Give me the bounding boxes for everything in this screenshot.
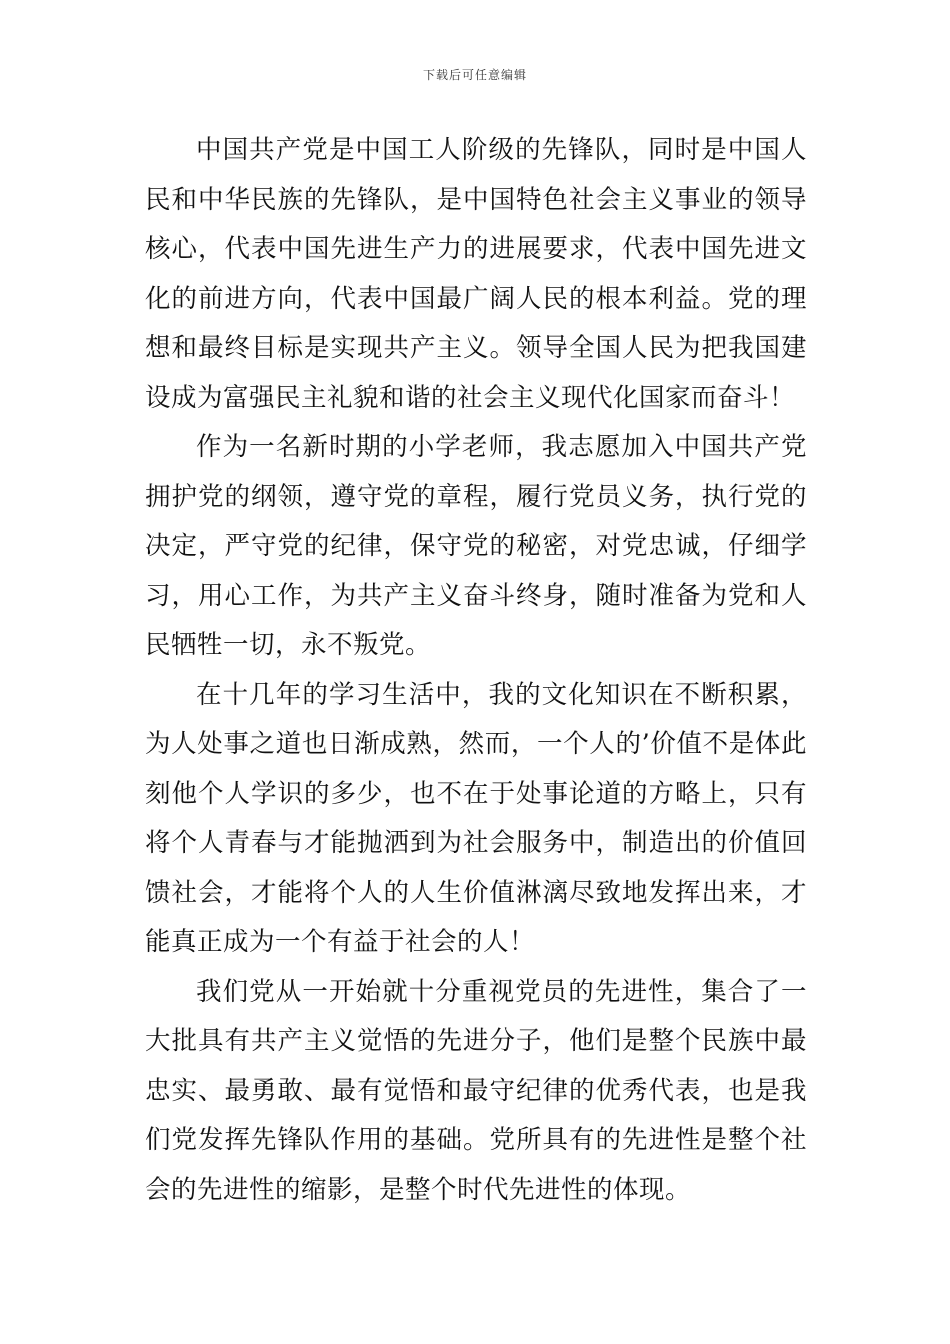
- paragraph-1: 中国共产党是中国工人阶级的先锋队，同时是中国人民和中华民族的先锋队，是中国特色社会主义事业的领导核心，代表中国先进生产力的进展要求，代表中国先进文化的前进方向，代表中国最广阔人民的根本利益。党的理想和最终目标是实现共产主义。领导全国人民为把我国建设成为富强民主礼貌和谐的社会主义现代化国家而奋斗！: [145, 135, 807, 413]
- document-body: [145, 126, 807, 1215]
- paragraph-3: 在十几年的学习生活中，我的文化知识在不断积累，为人处事之道也日渐成熟，然而，一个人的’价值不是体此刻他个人学识的多少，也不在于处事论道的方略上，只有将个人青春与才能抛洒到为社会服务中，制造出的价值回馈社会，才能将个人的人生价值淋漓尽致地发挥出来，才能真正成为一个有益于社会的人！: [145, 679, 807, 957]
- paragraph-4: 我们党从一开始就十分重视党员的先进性，集合了一大批具有共产主义觉悟的先进分子，他们是整个民族中最忠实、最勇敢、最有觉悟和最守纪律的优秀代表，也是我们党发挥先锋队作用的基础。党所具有的先进性是整个社会的先进性的缩影，是整个时代先进性的体现。: [145, 976, 807, 1205]
- page-header-note: 下载后可任意编辑: [422, 68, 527, 82]
- paragraph-2: 作为一名新时期的小学老师，我志愿加入中国共产党拥护党的纲领，遵守党的章程，履行党员义务，执行党的决定，严守党的纪律，保守党的秘密，对党忠诚，仔细学习，用心工作，为共产主义奋斗终身，随时准备为党和人民牺牲一切，永不叛党。: [145, 432, 807, 660]
